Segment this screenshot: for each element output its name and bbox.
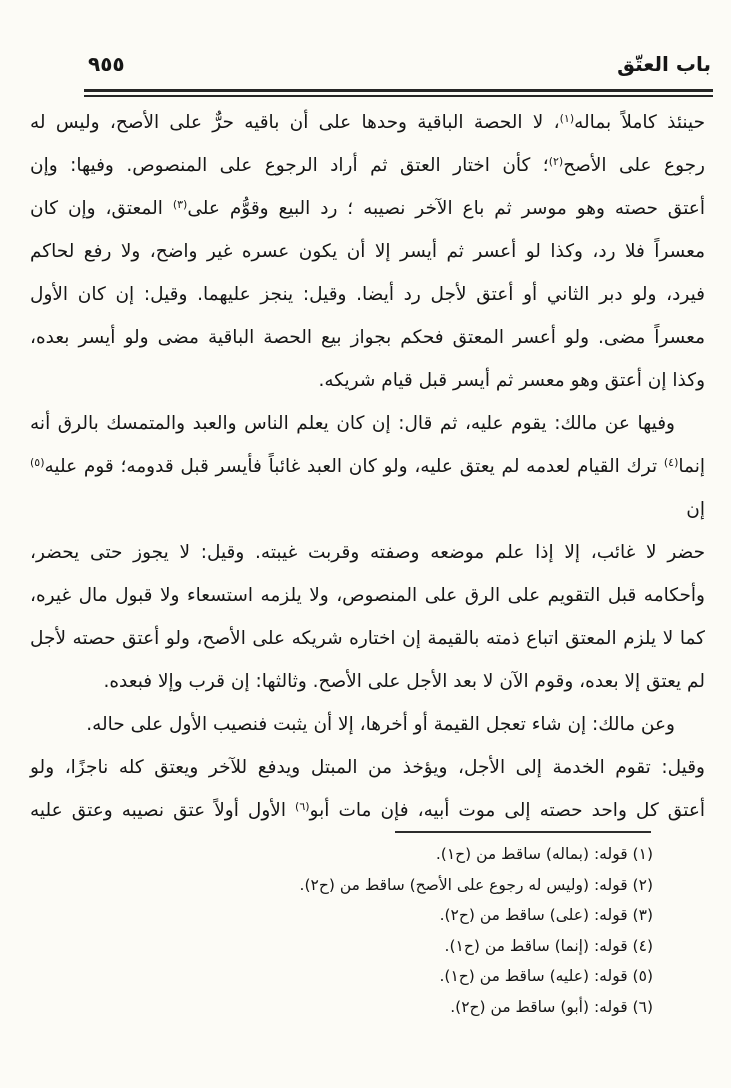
text-line: رجوع على الأصح$^{(٢)}$؛ كأن اختار العتق ثم أراد الرجوع على المنصوص. وفيها: وإن (30, 155, 705, 176)
text-line: معسراً مضى. ولو أعسر المعتق فحكم بجواز بيع الحصة الباقية مضى ولو أيسر بعده، (30, 327, 705, 348)
footnote-marker: (٥) (30, 456, 45, 469)
text-line: حينئذ كاملاً بماله$^{(١)}$، لا الحصة الباقية وحدها على أن باقيه حرٌّ على الأصح، وليس له (30, 112, 705, 133)
footnote-marker: (٦) (295, 800, 310, 813)
chapter-title: باب العتّق (617, 52, 711, 76)
text-line: وأحكامه قبل التقويم على الرق على المنصوص، ولا يلزمه استسعاء ولا قبول مال غيره، (30, 585, 705, 606)
page-header (0, 0, 731, 88)
text-line: أعتق حصته وهو موسر ثم باع الآخر نصيبه ؛ رد البيع وقوُّم على$^{(٣)}$ المعتق، وإن كان (30, 198, 705, 219)
footnote-marker: (٣) (172, 198, 188, 211)
text-line: كما لا يلزم المعتق اتباع ذمته بالقيمة إن اختاره شريكه على الأصح، ولو أعتق حصته لأجل (30, 628, 705, 649)
footnote-marker: (٢) (548, 155, 564, 168)
footnote: (٥) قوله: (عليه) ساقط من (ح١). (439, 967, 653, 985)
footnote: (١) قوله: (بماله) ساقط من (ح١). (435, 845, 653, 863)
text-line: لم يعتق إلا بعده، وقوم الآن لا بعد الأجل على الأصح. وثالثها: إن قرب وإلا فبعده. (103, 671, 705, 692)
text-line: أعتق كل واحد حصته إلى موت أبيه، فإن مات أبو$^{(٦)}$ الأول أولاً عتق نصيبه وعتق عليه (30, 800, 705, 821)
page-number: ٩٥٥ (88, 52, 125, 76)
text-line: وقيل: تقوم الخدمة إلى الأجل، ويؤخذ من المبتل ويدفع للآخر ويعتق كله ناجزًا، ولو (30, 757, 705, 778)
text-line: حضر لا غائب، إلا إذا علم موضعه وصفته وقربت غيبته. وقيل: لا يجوز حتى يحضر، (30, 542, 705, 563)
header-double-rule (84, 89, 713, 97)
text-line: وفيها عن مالك: يقوم عليه، ثم قال: إن كان يعلم الناس والعبد والمتمسك بالرق أنه (30, 413, 675, 434)
text-line: وعن مالك: إن شاء تعجل القيمة أو أخرها، إلا أن يثبت فنصيب الأول على حاله. (86, 714, 675, 735)
text-line: وكذا إن أعتق وهو معسر ثم أيسر قبل قيام شريكه. (318, 370, 705, 391)
footnote: (٢) قوله: (وليس له رجوع على الأصح) ساقط من (ح٢). (299, 875, 653, 894)
text-line: فيرد، ولو دبر الثاني أو أعتق لأجل رد أيضا. وقيل: ينجز عليهما. وقيل: إن كان الأول (30, 284, 705, 305)
text-line: إنما$^{(٤)}$ ترك القيام لعدمه لم يعتق عليه، ولو كان العبد غائباً فأيسر قبل قدومه؛ قوم عليه$^{(٥)}$ إن (30, 456, 705, 520)
footnote: (٣) قوله: (على) ساقط من (ح٢). (439, 906, 653, 924)
footnotes-block (30, 839, 653, 1022)
footnote-separator (395, 831, 651, 833)
footnote-marker: (١) (559, 112, 575, 125)
footnote: (٦) قوله: (أبو) ساقط من (ح٢). (450, 997, 653, 1016)
text-line: معسراً فلا رد، وكذا لو أعسر ثم أيسر إلا أن يكون عسره غير واضح، ولا رفع لحاكم (30, 241, 705, 262)
footnote: (٤) قوله: (إنما) ساقط من (ح١). (444, 936, 653, 955)
footnote-marker: (٤) (663, 456, 679, 469)
main-text (30, 101, 705, 832)
